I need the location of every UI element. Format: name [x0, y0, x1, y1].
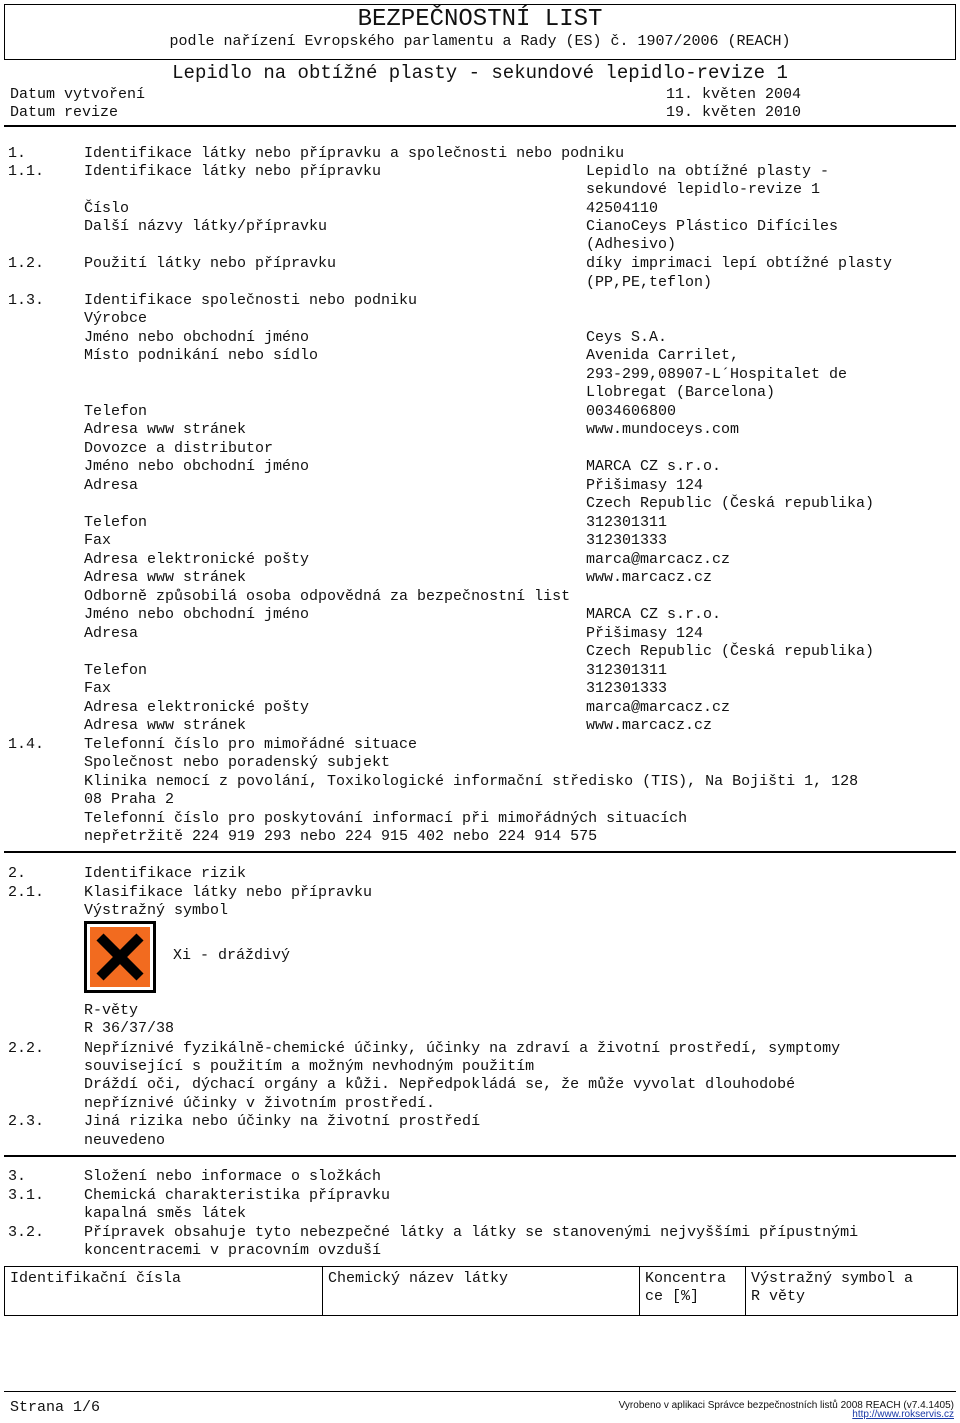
section-1-4-title: Telefonní číslo pro mimořádné situace	[84, 736, 418, 753]
responsible-fax-value: 312301333	[586, 680, 668, 697]
manufacturer-address-value: Avenida Carrilet,	[586, 347, 740, 364]
section-2-1-number: 2.1.	[8, 884, 45, 901]
advisory-line-1: Klinika nemocí z povolání, Toxikologické informační středisko (TIS), Na Bojišti 1, 128	[84, 773, 859, 790]
importer-address-value: Přišimasy 124	[586, 477, 704, 494]
section-2-2-number: 2.2.	[8, 1040, 45, 1057]
document-subtitle: podle nařízení Evropského parlamentu a Rady (ES) č. 1907/2006 (REACH)	[169, 33, 791, 50]
importer-phone-label: Telefon	[84, 514, 148, 531]
responsible-address-value: Přišimasy 124	[586, 625, 704, 642]
importer-name-label: Jméno nebo obchodní jméno	[84, 458, 310, 475]
responsible-web-value[interactable]: www.marcacz.cz	[586, 717, 713, 734]
section-2-2-text-2: nepříznivé účinky v životním prostředí.	[84, 1095, 436, 1112]
importer-heading: Dovozce a distributor	[84, 440, 274, 457]
importer-address-label: Adresa	[84, 477, 139, 494]
importer-email-value[interactable]: marca@marcacz.cz	[586, 551, 731, 568]
revised-label: Datum revize	[10, 104, 119, 121]
section-divider-3	[4, 1155, 956, 1157]
created-value: 11. květen 2004	[666, 86, 802, 103]
section-1-1-number: 1.1.	[8, 163, 45, 180]
section-3-title: Složení nebo informace o složkách	[84, 1168, 382, 1185]
responsible-web-label: Adresa www stránek	[84, 717, 247, 734]
table-header-ids-label: Identifikační čísla	[10, 1270, 182, 1287]
responsible-fax-label: Fax	[84, 680, 112, 697]
cislo-label: Číslo	[84, 200, 130, 217]
page-number: Strana 1/6	[10, 1399, 101, 1416]
section-1-1-title: Identifikace látky nebo přípravku	[84, 163, 382, 180]
manufacturer-phone-label: Telefon	[84, 403, 148, 420]
emergency-value: nepřetržitě 224 919 293 nebo 224 915 402 nebo 224 914 575	[84, 828, 598, 845]
generator-url[interactable]: http://www.rokservis.cz	[852, 1409, 954, 1420]
table-header-concentration-line-2: ce [%]	[645, 1288, 700, 1305]
section-3-2-number: 3.2.	[8, 1224, 45, 1241]
section-2-2-title-2: související s použitím a možným nevhodným použitím	[84, 1058, 535, 1075]
section-2-3-value: neuvedeno	[84, 1132, 166, 1149]
table-header-chem-name-label: Chemický název látky	[328, 1270, 509, 1287]
table-header-ids	[5, 1267, 323, 1315]
table-header-concentration	[640, 1267, 746, 1315]
responsible-phone-label: Telefon	[84, 662, 148, 679]
advisory-heading: Společnost nebo poradenský subjekt	[84, 754, 391, 771]
manufacturer-name-label: Jméno nebo obchodní jméno	[84, 329, 310, 346]
irritant-hazard-icon	[84, 921, 156, 993]
header-divider	[4, 125, 956, 127]
section-2-2-title: Nepříznivé fyzikálně-chemické účinky, účinky na zdraví a životní prostředí, symptomy	[84, 1040, 841, 1057]
section-3-2-title: Přípravek obsahuje tyto nebezpečné látky a látky se stanovenými nejvyššími přípustnými	[84, 1224, 859, 1241]
manufacturer-web-label: Adresa www stránek	[84, 421, 247, 438]
section-3-1-value: kapalná směs látek	[84, 1205, 247, 1222]
document-title: BEZPEČNOSTNÍ LIST	[357, 6, 603, 33]
generator-note: Vyrobeno v aplikaci Správce bezpečnostních listů 2008 REACH (v7.4.1405)	[618, 1400, 954, 1411]
responsible-address-value-2: Czech Republic (Česká republika)	[586, 643, 875, 660]
importer-web-label: Adresa www stránek	[84, 569, 247, 586]
section-3-2-title-2: koncentracemi v pracovním ovzduší	[84, 1242, 382, 1259]
manufacturer-address-label: Místo podnikání nebo sídlo	[84, 347, 319, 364]
use-value: díky imprimaci lepí obtížné plasty	[586, 255, 893, 272]
r-phrases-value: R 36/37/38	[84, 1020, 175, 1037]
responsible-name-value: MARCA CZ s.r.o.	[586, 606, 722, 623]
product-name-value-2: sekundové lepidlo-revize 1	[586, 181, 821, 198]
use-value-2: (PP,PE,teflon)	[586, 274, 713, 291]
table-header-concentration-line-1: Koncentra	[645, 1270, 727, 1287]
table-header-symbol-line-2: R věty	[751, 1288, 806, 1305]
responsible-email-value[interactable]: marca@marcacz.cz	[586, 699, 731, 716]
section-3-1-title: Chemická charakteristika přípravku	[84, 1187, 391, 1204]
warning-symbol-heading: Výstražný symbol	[84, 902, 229, 919]
hazard-symbol-label: Xi - dráždivý	[173, 947, 291, 964]
section-divider-2	[4, 851, 956, 853]
section-3-number: 3.	[8, 1168, 27, 1185]
footer-divider	[4, 1391, 956, 1392]
manufacturer-address-value-2: 293-299,08907-L´Hospitalet de	[586, 366, 848, 383]
responsible-phone-value: 312301311	[586, 662, 668, 679]
section-3-1-number: 3.1.	[8, 1187, 45, 1204]
section-2-3-title: Jiná rizika nebo účinky na životní prostředí	[84, 1113, 481, 1130]
section-2-number: 2.	[8, 865, 27, 882]
responsible-email-label: Adresa elektronické pošty	[84, 699, 310, 716]
composition-table-header	[4, 1266, 958, 1316]
importer-address-value-2: Czech Republic (Česká republika)	[586, 495, 875, 512]
section-1-number: 1.	[8, 145, 27, 162]
advisory-line-2: 08 Praha 2	[84, 791, 175, 808]
table-header-chem-name	[323, 1267, 640, 1315]
importer-phone-value: 312301311	[586, 514, 668, 531]
other-names-value-2: (Adhesivo)	[586, 236, 677, 253]
revised-value: 19. květen 2010	[666, 104, 802, 121]
section-2-title: Identifikace rizik	[84, 865, 247, 882]
other-names-label: Další názvy látky/přípravku	[84, 218, 328, 235]
section-2-1-title: Klasifikace látky nebo přípravku	[84, 884, 373, 901]
importer-name-value: MARCA CZ s.r.o.	[586, 458, 722, 475]
section-1-3-number: 1.3.	[8, 292, 45, 309]
table-header-symbol-line-1: Výstražný symbol a	[751, 1270, 914, 1287]
importer-web-value[interactable]: www.marcacz.cz	[586, 569, 713, 586]
section-1-2-title: Použití látky nebo přípravku	[84, 255, 337, 272]
manufacturer-web-value[interactable]: www.mundoceys.com	[586, 421, 740, 438]
section-2-2-text: Dráždí oči, dýchací orgány a kůži. Nepředpokládá se, že může vyvolat dlouhodobé	[84, 1076, 796, 1093]
section-1-2-number: 1.2.	[8, 255, 45, 272]
importer-fax-label: Fax	[84, 532, 112, 549]
manufacturer-address-value-3: Llobregat (Barcelona)	[586, 384, 776, 401]
importer-fax-value: 312301333	[586, 532, 668, 549]
section-1-4-number: 1.4.	[8, 736, 45, 753]
emergency-heading: Telefonní číslo pro poskytování informací při mimořádných situacích	[84, 810, 688, 827]
section-1-3-title: Identifikace společnosti nebo podniku	[84, 292, 418, 309]
product-name: Lepidlo na obtížné plasty - sekundové lepidlo-revize 1	[172, 62, 788, 84]
cislo-value: 42504110	[586, 200, 659, 217]
product-name-value: Lepidlo na obtížné plasty -	[586, 163, 830, 180]
section-2-3-number: 2.3.	[8, 1113, 45, 1130]
table-header-symbol	[746, 1267, 957, 1315]
responsible-name-label: Jméno nebo obchodní jméno	[84, 606, 310, 623]
manufacturer-heading: Výrobce	[84, 310, 148, 327]
other-names-value: CianoCeys Plástico Difíciles	[586, 218, 839, 235]
responsible-heading: Odborně způsobilá osoba odpovědná za bezpečnostní list	[84, 588, 571, 605]
responsible-address-label: Adresa	[84, 625, 139, 642]
importer-email-label: Adresa elektronické pošty	[84, 551, 310, 568]
manufacturer-name-value: Ceys S.A.	[586, 329, 668, 346]
section-1-title: Identifikace látky nebo přípravku a společnosti nebo podniku	[84, 145, 625, 162]
created-label: Datum vytvoření	[10, 86, 146, 103]
r-phrases-heading: R-věty	[84, 1002, 139, 1019]
manufacturer-phone-value: 0034606800	[586, 403, 677, 420]
x-cross-icon	[90, 927, 150, 987]
